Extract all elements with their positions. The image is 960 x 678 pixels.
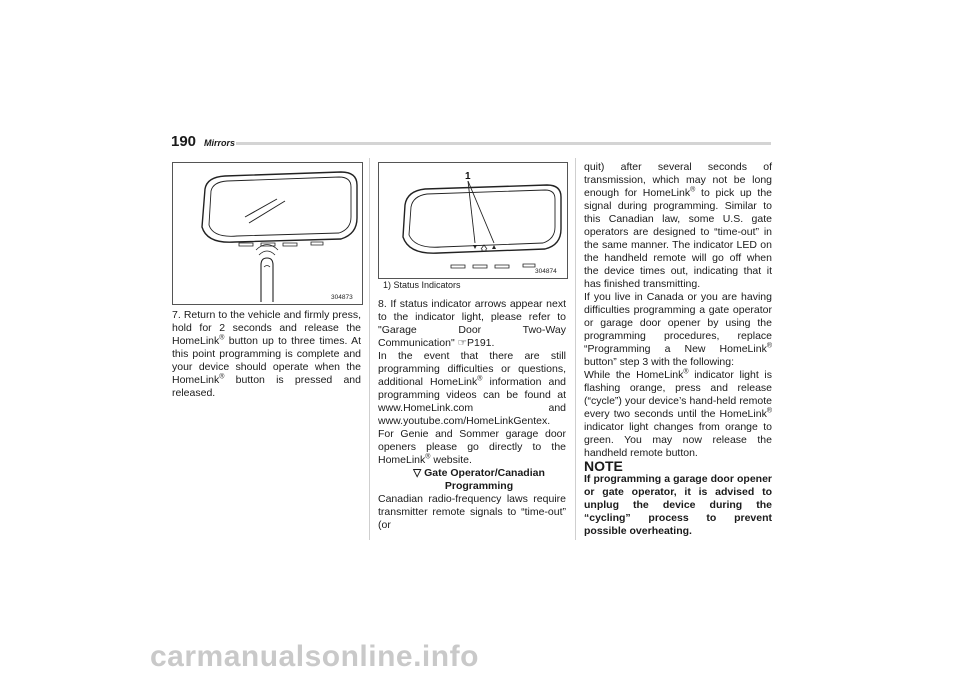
registered-mark: ® xyxy=(477,375,483,383)
subheading-gate-operator: ▽ Gate Operator/Canadian Programming xyxy=(413,467,545,492)
registered-mark: ® xyxy=(425,453,431,461)
registered-mark: ® xyxy=(690,186,696,194)
registered-mark: ® xyxy=(766,342,772,350)
column-middle xyxy=(378,298,566,532)
registered-mark: ® xyxy=(766,407,772,415)
registered-mark: ® xyxy=(219,334,225,342)
column-left xyxy=(172,309,361,400)
column-divider xyxy=(369,158,370,540)
programming-help-paragraph: In the event that there are still programming difficulties or questions, additional HomeLink® information and programming videos can be found at www.HomeLink.com and www.youtube.com/HomeLinkGentex. For Genie and Sommer garage door openers please go directly to the HomeLink® website. xyxy=(378,350,566,466)
registered-mark: ® xyxy=(683,368,689,376)
registered-mark: ® xyxy=(219,373,225,381)
rearview-mirror-finger-illustration xyxy=(173,163,362,304)
header-rule xyxy=(236,142,771,145)
step-8-paragraph: 8. If status indicator arrows appear next to the indicator light, please refer to "Garage Door Two-Way Communication" ☞P191. xyxy=(378,298,566,349)
column-right xyxy=(584,161,772,538)
triangle-bullet-icon: ▽ xyxy=(413,467,422,479)
figure-code: 304874 xyxy=(535,268,557,275)
note-body: If programming a garage door opener or gate operator, it is advised to unplug the device during the “cycling” process to prevent possible overheating. xyxy=(584,473,772,537)
section-title: Mirrors xyxy=(204,138,236,148)
mirror-figure-middle xyxy=(378,162,568,279)
canada-difficulties-paragraph: If you live in Canada or you are having difficulties programming a gate operator or garage door opener by using the programming procedures, replace “Programming a New HomeLink® button” step 3 with the following: xyxy=(584,291,772,368)
figure-code: 304873 xyxy=(331,294,353,301)
column-divider xyxy=(575,158,576,540)
step-7-paragraph: 7. Return to the vehicle and firmly press, hold for 2 seconds and release the HomeLink® button up to three times. At this point programming is complete and your device should operate when the HomeLink® button is pressed and released. xyxy=(172,309,361,399)
page-number: 190 xyxy=(171,133,197,150)
note-heading: NOTE xyxy=(584,458,623,474)
canadian-laws-paragraph: Canadian radio-frequency laws require transmitter remote signals to “time-out” (or xyxy=(378,493,566,531)
rearview-mirror-status-indicator-illustration xyxy=(379,163,567,278)
callout-number: 1 xyxy=(465,171,471,182)
cycle-instructions-paragraph: While the HomeLink® indicator light is flashing orange, press and release (“cycle”) your device’s hand-held remote every two seconds until the HomeLink® indicator light changes from orange to green. You may now release the handheld remote button. xyxy=(584,368,772,459)
time-out-paragraph: quit) after several seconds of transmission, which may not be long enough for HomeLink® to pick up the signal during programming. Similar to this Canadian law, some U.S. gate operators are designed to “time-out” in the same manner. The indicator LED on the handheld remote will go off when the device times out, indicating that it has finished transmitting. xyxy=(584,161,773,290)
mirror-figure-left xyxy=(172,162,363,305)
figure-caption: 1) Status Indicators xyxy=(383,280,461,290)
site-watermark: carmanualsonline.info xyxy=(150,640,479,673)
